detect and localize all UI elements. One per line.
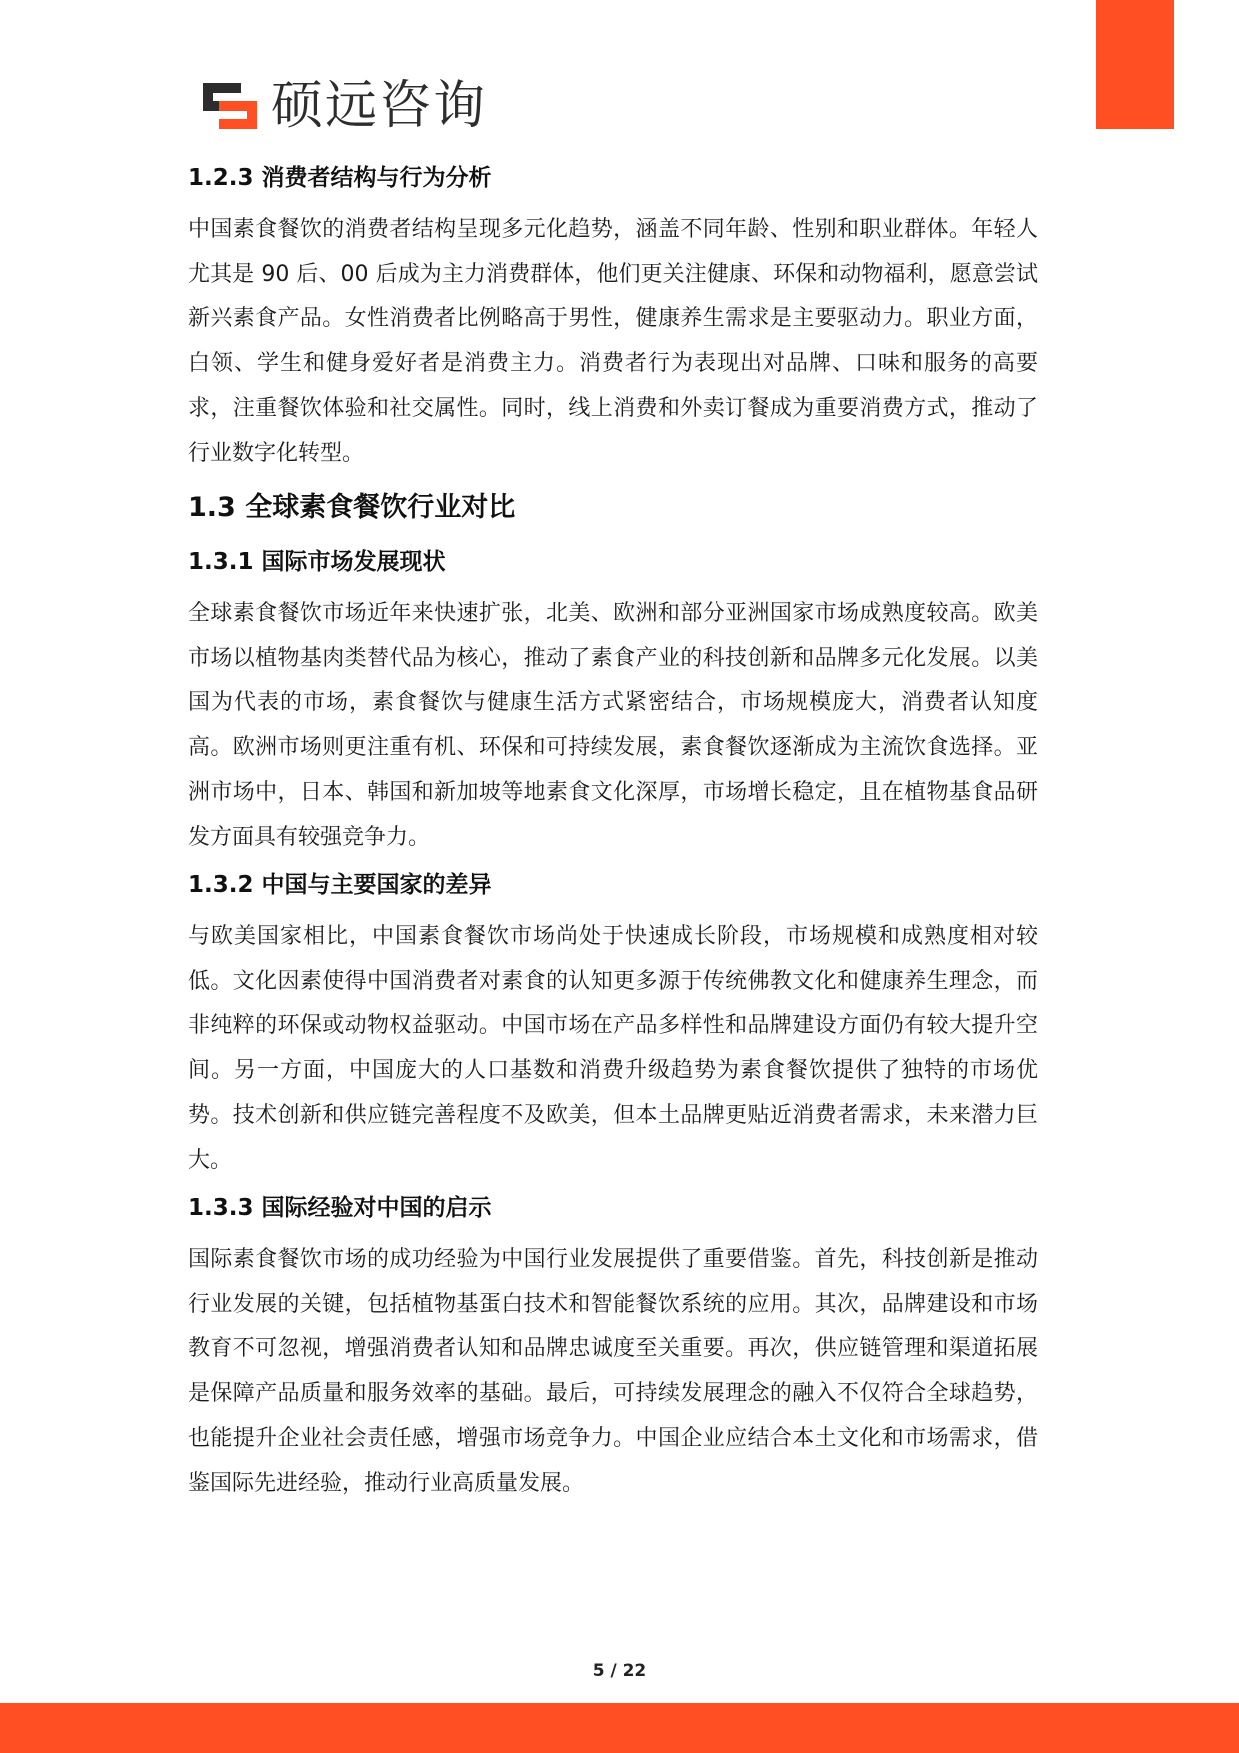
paragraph-international-lessons: 国际素食餐饮市场的成功经验为中国行业发展提供了重要借鉴。首先，科技创新是推动行业发展的关键，包括植物基蛋白技术和智能餐饮系统的应用。其次，品牌建设和市场教育不可忽视，增强消费者认知和品牌忠诚度至关重要。再次，供应链管理和渠道拓展是保障产品质量和服务效率的基础。最后，可持续发展理念的融入不仅符合全球趋势，也能提升企业社会责任感，增强市场竞争力。中国企业应结合本土文化和市场需求，借鉴国际先进经验，推动行业高质量发展。: [188, 1247, 1038, 1496]
paragraph-international-market: 全球素食餐饮市场近年来快速扩张，北美、欧洲和部分亚洲国家市场成熟度较高。欧美市场以植物基肉类替代品为核心，推动了素食产业的科技创新和品牌多元化发展。以美国为代表的市场，素食餐饮与健康生活方式紧密结合，市场规模庞大，消费者认知度高。欧洲市场则更注重有机、环保和可持续发展，素食餐饮逐渐成为主流饮食选择。亚洲市场中，日本、韩国和新加坡等地素食文化深厚，市场增长稳定，且在植物基食品研发方面具有较强竞争力。: [188, 601, 1038, 850]
page-number: 5 / 22: [592, 1661, 647, 1681]
section-heading-1-2-3: 1.2.3 消费者结构与行为分析: [188, 165, 492, 191]
section-heading-1-3-1: 1.3.1 国际市场发展现状: [188, 549, 446, 575]
corner-accent-tab: [1096, 0, 1174, 129]
paragraph-consumer-structure: 中国素食餐饮的消费者结构呈现多元化趋势，涵盖不同年龄、性别和职业群体。年轻人尤其是 90 后、00 后成为主力消费群体，他们更关注健康、环保和动物福利，愿意尝试新兴素食产品。女性消费者比例略高于男性，健康养生需求是主要驱动力。职业方面，白领、学生和健身爱好者是消费主力。消费者行为表现出对品牌、口味和服务的高要求，注重餐饮体验和社交属性。同时，线上消费和外卖订餐成为重要消费方式，推动了行业数字化转型。: [188, 217, 1038, 466]
section-heading-1-3: 1.3 全球素食餐饮行业对比: [188, 492, 516, 523]
brand-logo-mark-icon: [201, 81, 259, 131]
section-heading-1-3-2: 1.3.2 中国与主要国家的差异: [188, 872, 492, 898]
footer-accent-bar: [0, 1703, 1239, 1753]
brand-logo-text: 硕远咨询: [271, 76, 488, 136]
paragraph-china-differences: 与欧美国家相比，中国素食餐饮市场尚处于快速成长阶段，市场规模和成熟度相对较低。文化因素使得中国消费者对素食的认知更多源于传统佛教文化和健康养生理念，而非纯粹的环保或动物权益驱动。中国市场在产品多样性和品牌建设方面仍有较大提升空间。另一方面，中国庞大的人口基数和消费升级趋势为素食餐饮提供了独特的市场优势。技术创新和供应链完善程度不及欧美，但本土品牌更贴近消费者需求，未来潜力巨大。: [188, 924, 1038, 1173]
brand-logo: [201, 76, 487, 136]
section-heading-1-3-3: 1.3.3 国际经验对中国的启示: [188, 1195, 492, 1221]
